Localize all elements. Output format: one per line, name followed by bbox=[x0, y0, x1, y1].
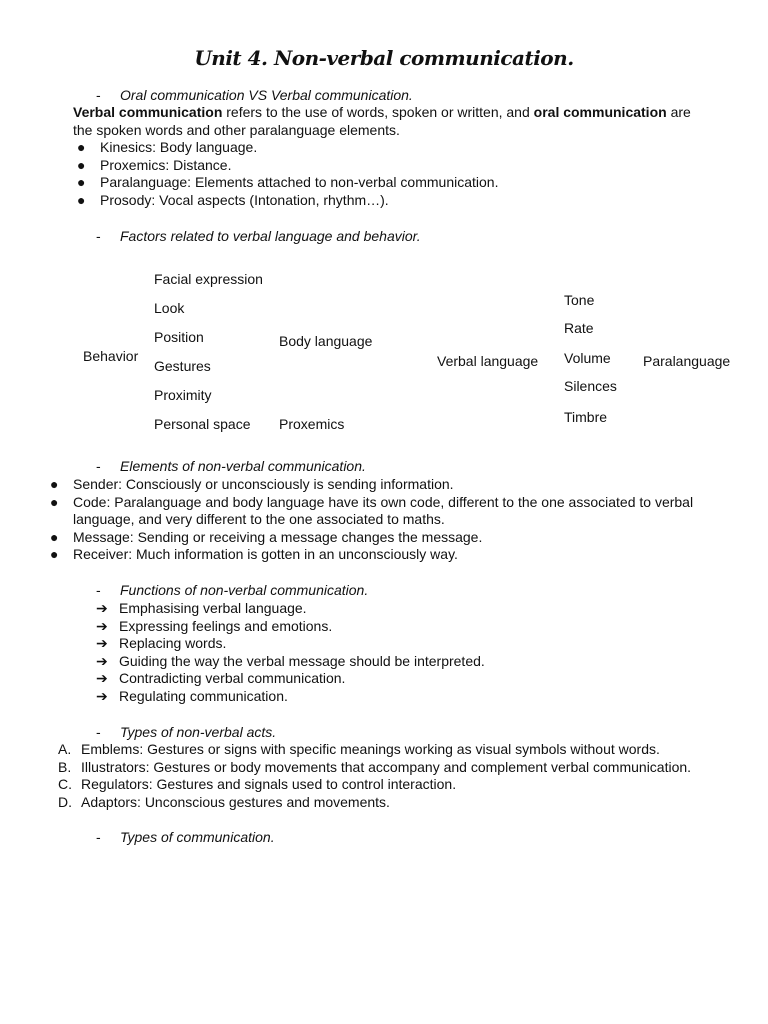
list-item bbox=[50, 528, 718, 547]
diagram-label-behavior: Behavior bbox=[83, 348, 139, 364]
definition-paragraph bbox=[73, 104, 713, 139]
list-item bbox=[96, 617, 719, 636]
list-item-text: Regulators: Gestures and signals used to control interaction. bbox=[81, 776, 457, 793]
list-item-text: Message: Sending or receiving a message changes the message. bbox=[73, 528, 483, 545]
section-heading-oral-vs-verbal bbox=[96, 87, 413, 105]
list-item-text: Prosody: Vocal aspects (Intonation, rhythm…). bbox=[100, 191, 389, 208]
bullet-list-elements bbox=[50, 476, 718, 564]
bullet-icon: ● bbox=[77, 156, 86, 173]
list-item-text: Paralanguage: Elements attached to non-verbal communication. bbox=[100, 174, 499, 191]
bullet-list-kinesics bbox=[77, 139, 740, 209]
bold-term-verbal: Verbal communication bbox=[73, 104, 223, 120]
arrow-right-icon: ➔ bbox=[96, 600, 108, 616]
list-item-text: Regulating communication. bbox=[119, 687, 288, 704]
list-item bbox=[58, 793, 741, 812]
list-item bbox=[96, 635, 719, 653]
diagram-item: Personal space bbox=[154, 416, 251, 432]
section-heading-types-acts bbox=[96, 724, 276, 742]
list-item bbox=[96, 687, 719, 706]
list-item bbox=[77, 174, 740, 192]
diagram-item: Gestures bbox=[154, 358, 211, 374]
heading-text: Types of non-verbal acts. bbox=[120, 724, 277, 740]
list-item-text: Code: Paralanguage and body language have its own code, different to the one associated to verbal language, and very different to the one associated to maths. bbox=[73, 493, 694, 528]
section-heading-factors bbox=[96, 228, 421, 246]
arrow-right-icon: ➔ bbox=[96, 652, 108, 669]
list-item-text: Sender: Consciously or unconsciously is sending information. bbox=[73, 476, 454, 492]
diagram-item: Look bbox=[154, 300, 185, 316]
heading-text: Types of communication. bbox=[120, 829, 275, 845]
list-marker: B. bbox=[58, 758, 72, 775]
list-item bbox=[77, 191, 740, 210]
bullet-icon: ● bbox=[50, 528, 59, 545]
diagram-item: Rate bbox=[564, 320, 594, 336]
arrow-list-functions bbox=[96, 600, 719, 706]
dash-marker: - bbox=[96, 228, 101, 244]
bullet-icon: ● bbox=[50, 476, 59, 492]
dash-marker: - bbox=[96, 582, 101, 598]
dash-marker: - bbox=[96, 87, 101, 103]
arrow-right-icon: ➔ bbox=[96, 687, 108, 704]
para-text-2: are the spoken words and other paralanguage elements. bbox=[73, 104, 691, 138]
para-text-1: refers to the use of words, spoken or written, and bbox=[222, 104, 534, 120]
list-item-text: Guiding the way the verbal message should be interpreted. bbox=[119, 652, 485, 669]
diagram-item: Facial expression bbox=[154, 271, 263, 287]
list-item-text: Emblems: Gestures or signs with specific meanings working as visual symbols without words. bbox=[81, 741, 660, 757]
list-item bbox=[58, 758, 741, 777]
list-marker: D. bbox=[58, 793, 72, 810]
bullet-icon: ● bbox=[50, 546, 59, 563]
list-marker: C. bbox=[58, 776, 72, 793]
page-title: Unit 4. Non-verbal communication. bbox=[194, 46, 574, 70]
diagram-item: Proximity bbox=[154, 387, 212, 403]
list-item-text: Replacing words. bbox=[119, 635, 227, 652]
heading-text: Factors related to verbal language and behavior. bbox=[120, 228, 421, 244]
list-item bbox=[58, 741, 741, 759]
heading-text: Elements of non-verbal communication. bbox=[120, 458, 366, 474]
list-item bbox=[96, 670, 719, 688]
diagram-item: Tone bbox=[564, 292, 595, 308]
list-item bbox=[77, 156, 740, 175]
list-item bbox=[50, 546, 718, 564]
list-item-text: Receiver: Much information is gotten in an unconsciously way. bbox=[73, 546, 458, 563]
bold-term-oral: oral communication bbox=[533, 104, 667, 120]
diagram-label-body-language: Body language bbox=[279, 333, 373, 349]
list-item-text: Illustrators: Gestures or body movements that accompany and complement verbal communication. bbox=[81, 758, 692, 775]
diagram-label-proxemics: Proxemics bbox=[279, 416, 345, 432]
bullet-icon: ● bbox=[77, 191, 86, 208]
diagram-item: Position bbox=[154, 329, 204, 345]
diagram-label-verbal-language: Verbal language bbox=[437, 353, 539, 369]
lettered-list-acts bbox=[58, 741, 741, 811]
section-heading-elements bbox=[96, 458, 366, 476]
list-item-text: Adaptors: Unconscious gestures and movements. bbox=[81, 793, 390, 810]
list-item-text: Kinesics: Body language. bbox=[100, 139, 258, 155]
arrow-right-icon: ➔ bbox=[96, 670, 108, 687]
diagram-item: Silences bbox=[564, 378, 617, 394]
list-item bbox=[96, 652, 719, 671]
bullet-icon: ● bbox=[77, 174, 86, 191]
list-item bbox=[50, 493, 718, 529]
list-item bbox=[50, 476, 718, 494]
list-item-text: Expressing feelings and emotions. bbox=[119, 617, 333, 634]
arrow-right-icon: ➔ bbox=[96, 617, 108, 634]
list-item bbox=[77, 139, 740, 157]
dash-marker: - bbox=[96, 724, 101, 740]
list-item-text: Emphasising verbal language. bbox=[119, 600, 307, 616]
list-item-text: Proxemics: Distance. bbox=[100, 156, 232, 173]
list-item bbox=[96, 600, 719, 618]
dash-marker: - bbox=[96, 829, 101, 845]
list-item bbox=[58, 776, 741, 794]
section-heading-types-communication bbox=[96, 829, 275, 847]
list-marker: A. bbox=[58, 741, 72, 757]
list-item-text: Contradicting verbal communication. bbox=[119, 670, 346, 687]
arrow-right-icon: ➔ bbox=[96, 635, 108, 652]
section-heading-functions bbox=[96, 582, 368, 600]
heading-text: Oral communication VS Verbal communication. bbox=[120, 87, 413, 103]
diagram-item: Timbre bbox=[564, 409, 608, 425]
diagram-item: Volume bbox=[564, 350, 611, 366]
heading-text: Functions of non-verbal communication. bbox=[120, 582, 369, 598]
bullet-icon: ● bbox=[50, 493, 59, 510]
dash-marker: - bbox=[96, 458, 101, 474]
diagram-label-paralanguage: Paralanguage bbox=[643, 353, 731, 369]
bullet-icon: ● bbox=[77, 139, 86, 155]
